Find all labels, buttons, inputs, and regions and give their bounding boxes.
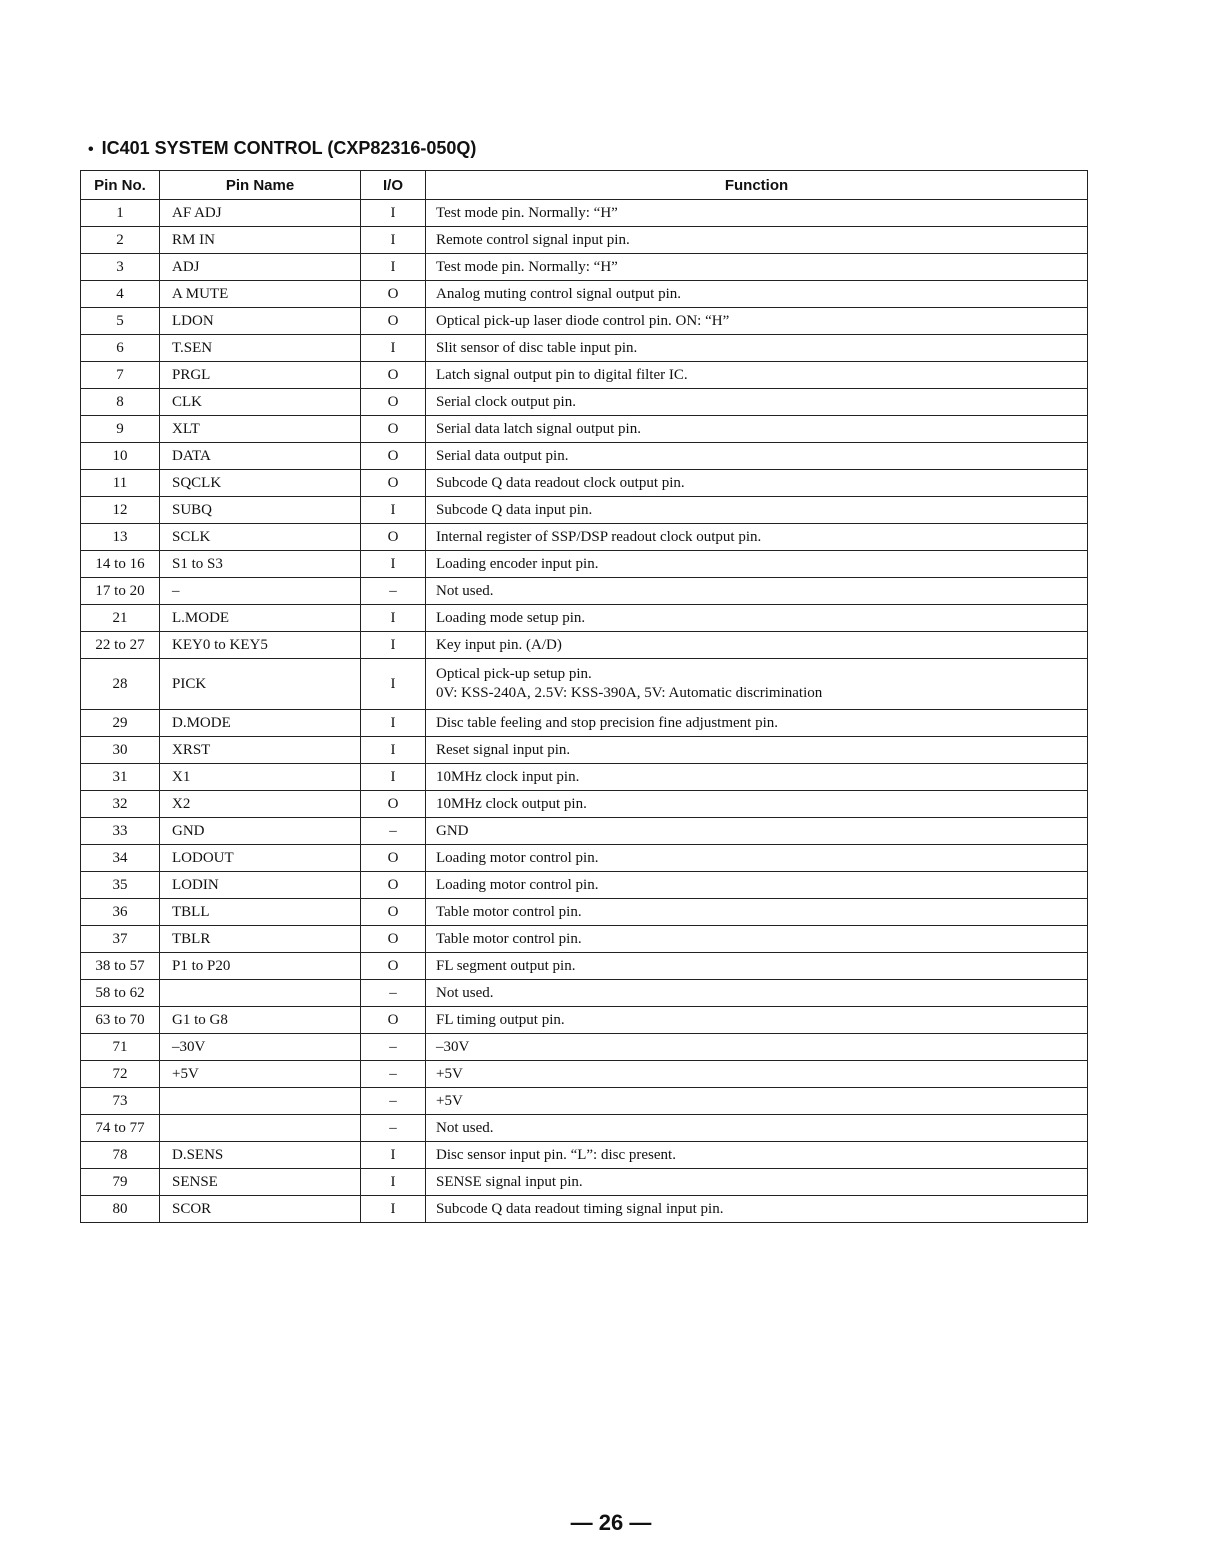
io-cell: O <box>361 926 426 953</box>
io-cell: O <box>361 389 426 416</box>
header-io: I/O <box>361 171 426 200</box>
function-cell <box>426 308 1088 335</box>
function-text: Serial data latch signal output pin. <box>436 420 641 437</box>
pin-number-cell: 79 <box>81 1169 160 1196</box>
io-cell: I <box>361 1196 426 1223</box>
pin-number-cell: 7 <box>81 362 160 389</box>
io-cell: I <box>361 737 426 764</box>
pin-number-cell: 74 to 77 <box>81 1115 160 1142</box>
table-row <box>81 416 1088 443</box>
pin-number-cell: 31 <box>81 764 160 791</box>
pin-number-cell: 3 <box>81 254 160 281</box>
pin-rows <box>81 200 1088 1223</box>
pin-number-cell: 78 <box>81 1142 160 1169</box>
io-cell: O <box>361 443 426 470</box>
pin-name-cell: KEY0 to KEY5 <box>160 632 361 659</box>
io-cell: I <box>361 227 426 254</box>
pin-number-cell: 17 to 20 <box>81 578 160 605</box>
pin-name-cell: +5V <box>160 1061 361 1088</box>
table-row <box>81 1169 1088 1196</box>
io-cell: O <box>361 1007 426 1034</box>
function-cell <box>426 926 1088 953</box>
function-text: Latch signal output pin to digital filter IC. <box>436 366 688 383</box>
section-title <box>88 138 476 159</box>
pin-number-cell: 37 <box>81 926 160 953</box>
table-row <box>81 926 1088 953</box>
table-row <box>81 1034 1088 1061</box>
function-cell <box>426 254 1088 281</box>
pin-name-cell: XLT <box>160 416 361 443</box>
function-cell <box>426 710 1088 737</box>
pin-number-cell: 1 <box>81 200 160 227</box>
io-cell: I <box>361 335 426 362</box>
function-text: Serial data output pin. <box>436 447 569 464</box>
pin-number-cell: 14 to 16 <box>81 551 160 578</box>
header-row <box>81 171 1088 200</box>
table-row <box>81 1196 1088 1223</box>
io-cell: – <box>361 980 426 1007</box>
table-row <box>81 524 1088 551</box>
pin-number-cell: 73 <box>81 1088 160 1115</box>
function-cell <box>426 1007 1088 1034</box>
pin-number-cell: 11 <box>81 470 160 497</box>
function-text: Loading mode setup pin. <box>436 609 586 626</box>
function-cell <box>426 443 1088 470</box>
pin-name-cell: TBLR <box>160 926 361 953</box>
pin-number-cell: 63 to 70 <box>81 1007 160 1034</box>
table-row <box>81 443 1088 470</box>
function-text: Test mode pin. Normally: “H” <box>436 258 618 275</box>
io-cell: – <box>361 1088 426 1115</box>
function-text: 10MHz clock output pin. <box>436 795 587 812</box>
function-cell <box>426 791 1088 818</box>
pin-name-cell: T.SEN <box>160 335 361 362</box>
page-number: — 26 — <box>570 1510 652 1535</box>
io-cell: O <box>361 953 426 980</box>
pin-name-cell: –30V <box>160 1034 361 1061</box>
io-cell: I <box>361 254 426 281</box>
pin-number-cell: 13 <box>81 524 160 551</box>
function-text: Subcode Q data readout timing signal input pin. <box>436 1200 724 1217</box>
pin-name-cell: G1 to G8 <box>160 1007 361 1034</box>
io-cell: – <box>361 1115 426 1142</box>
function-cell <box>426 551 1088 578</box>
pin-number-cell: 2 <box>81 227 160 254</box>
table-row <box>81 818 1088 845</box>
pin-name-cell: L.MODE <box>160 605 361 632</box>
table-row <box>81 200 1088 227</box>
function-cell <box>426 1169 1088 1196</box>
pin-name-cell: D.MODE <box>160 710 361 737</box>
io-cell: – <box>361 818 426 845</box>
pin-name-cell: LODOUT <box>160 845 361 872</box>
function-cell <box>426 578 1088 605</box>
table-row <box>81 578 1088 605</box>
io-cell: I <box>361 551 426 578</box>
function-cell <box>426 1034 1088 1061</box>
function-text: Test mode pin. Normally: “H” <box>436 204 618 221</box>
table-row <box>81 389 1088 416</box>
pin-number-cell: 8 <box>81 389 160 416</box>
pin-name-cell: CLK <box>160 389 361 416</box>
io-cell: I <box>361 632 426 659</box>
table-row <box>81 605 1088 632</box>
pin-number-cell: 35 <box>81 872 160 899</box>
function-text: 10MHz clock input pin. <box>436 768 580 785</box>
pin-name-cell: SQCLK <box>160 470 361 497</box>
pin-name-cell: P1 to P20 <box>160 953 361 980</box>
function-text: Table motor control pin. <box>436 930 582 947</box>
table-row <box>81 953 1088 980</box>
table-row <box>81 1142 1088 1169</box>
pin-number-cell: 80 <box>81 1196 160 1223</box>
function-cell <box>426 389 1088 416</box>
pin-name-cell: SUBQ <box>160 497 361 524</box>
function-cell <box>426 605 1088 632</box>
pin-number-cell: 34 <box>81 845 160 872</box>
table-row <box>81 980 1088 1007</box>
pin-number-cell: 33 <box>81 818 160 845</box>
function-cell <box>426 845 1088 872</box>
io-cell: O <box>361 899 426 926</box>
table-row <box>81 845 1088 872</box>
header-pin-no: Pin No. <box>81 171 160 200</box>
pin-number-cell: 28 <box>81 659 160 710</box>
function-text: GND <box>436 822 469 839</box>
table-row <box>81 1088 1088 1115</box>
bullet-icon: • <box>88 141 94 158</box>
pin-name-cell: XRST <box>160 737 361 764</box>
function-cell <box>426 416 1088 443</box>
table-row <box>81 710 1088 737</box>
pin-name-cell: X2 <box>160 791 361 818</box>
io-cell: I <box>361 1142 426 1169</box>
io-cell: O <box>361 872 426 899</box>
function-text: Subcode Q data readout clock output pin. <box>436 474 685 491</box>
function-text: Serial clock output pin. <box>436 393 576 410</box>
function-text: FL timing output pin. <box>436 1011 565 1028</box>
io-cell: O <box>361 281 426 308</box>
pin-number-cell: 22 to 27 <box>81 632 160 659</box>
table-row <box>81 1061 1088 1088</box>
pin-name-cell <box>160 1088 361 1115</box>
pin-number-cell: 6 <box>81 335 160 362</box>
io-cell: O <box>361 845 426 872</box>
function-text: Not used. <box>436 984 494 1001</box>
pin-number-cell: 36 <box>81 899 160 926</box>
pin-name-cell: GND <box>160 818 361 845</box>
pin-number-cell: 12 <box>81 497 160 524</box>
pin-name-cell: SCOR <box>160 1196 361 1223</box>
table-row <box>81 1115 1088 1142</box>
pin-name-cell: LDON <box>160 308 361 335</box>
io-cell: I <box>361 764 426 791</box>
function-text: –30V <box>436 1038 470 1055</box>
table-row <box>81 362 1088 389</box>
function-cell <box>426 659 1088 710</box>
function-cell <box>426 335 1088 362</box>
function-cell <box>426 818 1088 845</box>
table-row <box>81 281 1088 308</box>
function-text: Not used. <box>436 582 494 599</box>
pin-number-cell: 29 <box>81 710 160 737</box>
io-cell: I <box>361 1169 426 1196</box>
pin-name-cell: LODIN <box>160 872 361 899</box>
section-title-text: IC401 SYSTEM CONTROL (CXP82316-050Q) <box>101 138 477 158</box>
pin-name-cell <box>160 980 361 1007</box>
function-cell <box>426 200 1088 227</box>
io-cell: I <box>361 710 426 737</box>
function-cell <box>426 899 1088 926</box>
function-text-line2: 0V: KSS-240A, 2.5V: KSS-390A, 5V: Automatic discrimination <box>436 685 823 701</box>
function-cell <box>426 632 1088 659</box>
table-row <box>81 872 1088 899</box>
header-pin-name: Pin Name <box>160 171 361 200</box>
pin-name-cell: D.SENS <box>160 1142 361 1169</box>
function-cell <box>426 1115 1088 1142</box>
function-cell <box>426 524 1088 551</box>
io-cell: I <box>361 200 426 227</box>
table-row <box>81 764 1088 791</box>
function-text: Loading motor control pin. <box>436 876 599 893</box>
function-text: Reset signal input pin. <box>436 741 571 758</box>
pin-number-cell: 4 <box>81 281 160 308</box>
table-row <box>81 632 1088 659</box>
pin-name-cell: PRGL <box>160 362 361 389</box>
function-text: Analog muting control signal output pin. <box>436 285 681 302</box>
io-cell: I <box>361 497 426 524</box>
function-text: +5V <box>436 1092 463 1109</box>
pin-number-cell: 58 to 62 <box>81 980 160 1007</box>
table-row <box>81 737 1088 764</box>
pin-name-cell: A MUTE <box>160 281 361 308</box>
function-text: Key input pin. (A/D) <box>436 636 562 653</box>
pin-name-cell: TBLL <box>160 899 361 926</box>
io-cell: O <box>361 524 426 551</box>
table-row <box>81 551 1088 578</box>
table-row <box>81 899 1088 926</box>
pin-name-cell: DATA <box>160 443 361 470</box>
function-cell <box>426 737 1088 764</box>
pin-number-cell: 30 <box>81 737 160 764</box>
function-text: Disc table feeling and stop precision fine adjustment pin. <box>436 714 778 731</box>
pin-number-cell: 32 <box>81 791 160 818</box>
io-cell: O <box>361 470 426 497</box>
pin-name-cell: S1 to S3 <box>160 551 361 578</box>
function-text: Loading encoder input pin. <box>436 555 599 572</box>
pin-number-cell: 9 <box>81 416 160 443</box>
function-cell <box>426 872 1088 899</box>
function-text: Optical pick-up setup pin. <box>436 666 592 682</box>
function-cell <box>426 1061 1088 1088</box>
function-text: Internal register of SSP/DSP readout clock output pin. <box>436 528 762 545</box>
pin-number-cell: 21 <box>81 605 160 632</box>
pin-number-cell: 72 <box>81 1061 160 1088</box>
pin-name-cell: ADJ <box>160 254 361 281</box>
pin-name-cell: RM IN <box>160 227 361 254</box>
function-text: Optical pick-up laser diode control pin. ON: “H” <box>436 312 730 329</box>
pin-name-cell: X1 <box>160 764 361 791</box>
function-text: Not used. <box>436 1119 494 1136</box>
io-cell: O <box>361 791 426 818</box>
function-cell <box>426 227 1088 254</box>
function-cell <box>426 953 1088 980</box>
table-row <box>81 659 1088 710</box>
function-text: Loading motor control pin. <box>436 849 599 866</box>
io-cell: O <box>361 416 426 443</box>
function-text: Subcode Q data input pin. <box>436 501 593 518</box>
function-text: Table motor control pin. <box>436 903 582 920</box>
io-cell: I <box>361 659 426 710</box>
pin-name-cell: PICK <box>160 659 361 710</box>
function-cell <box>426 281 1088 308</box>
table-row <box>81 791 1088 818</box>
pin-number-cell: 10 <box>81 443 160 470</box>
function-cell <box>426 470 1088 497</box>
function-cell <box>426 1088 1088 1115</box>
function-cell <box>426 1196 1088 1223</box>
table-row <box>81 254 1088 281</box>
table-row <box>81 335 1088 362</box>
table-row <box>81 227 1088 254</box>
pin-table <box>80 170 1088 1223</box>
pin-name-cell: AF ADJ <box>160 200 361 227</box>
function-text: +5V <box>436 1065 463 1082</box>
pin-name-cell: SCLK <box>160 524 361 551</box>
io-cell: – <box>361 1034 426 1061</box>
function-text: Remote control signal input pin. <box>436 231 630 248</box>
function-text: Slit sensor of disc table input pin. <box>436 339 638 356</box>
function-text: FL segment output pin. <box>436 957 576 974</box>
function-text: Disc sensor input pin. “L”: disc present. <box>436 1146 676 1163</box>
io-cell: – <box>361 578 426 605</box>
function-cell <box>426 1142 1088 1169</box>
function-cell <box>426 980 1088 1007</box>
table-row <box>81 308 1088 335</box>
io-cell: I <box>361 605 426 632</box>
pin-number-cell: 5 <box>81 308 160 335</box>
function-cell <box>426 764 1088 791</box>
pin-number-cell: 71 <box>81 1034 160 1061</box>
pin-name-cell <box>160 1115 361 1142</box>
io-cell: O <box>361 362 426 389</box>
pin-name-cell: SENSE <box>160 1169 361 1196</box>
table-row <box>81 497 1088 524</box>
io-cell: O <box>361 308 426 335</box>
pin-number-cell: 38 to 57 <box>81 953 160 980</box>
table-row <box>81 470 1088 497</box>
io-cell: – <box>361 1061 426 1088</box>
function-text: SENSE signal input pin. <box>436 1173 583 1190</box>
table-row <box>81 1007 1088 1034</box>
function-cell <box>426 362 1088 389</box>
header-function: Function <box>426 171 1088 200</box>
pin-name-cell: – <box>160 578 361 605</box>
function-cell <box>426 497 1088 524</box>
